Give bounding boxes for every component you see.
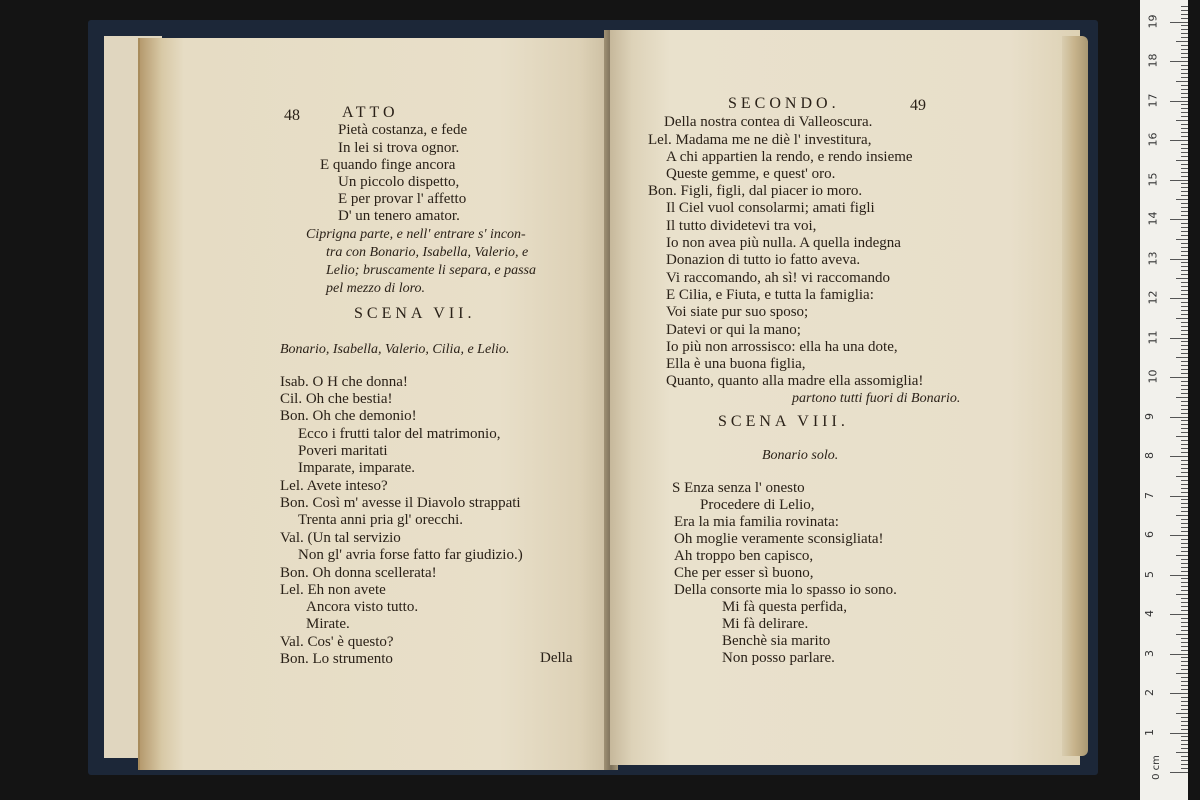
ruler-tick [1181,215,1188,216]
dialogue-line: Cil. Oh che bestia! [280,391,393,407]
ruler-tick [1181,77,1188,78]
running-head: SECONDO. [728,95,840,112]
ruler-number: 11 [1146,330,1160,344]
stage-direction: pel mezzo di loro. [326,281,426,296]
ruler-tick [1181,768,1188,769]
ruler-tick [1181,642,1188,643]
ruler-tick [1181,108,1188,109]
verse-line: Benchè sia marito [722,633,831,649]
ruler-tick [1181,661,1188,662]
ruler-tick [1181,183,1188,184]
ruler-tick [1181,341,1188,342]
ruler-tick [1181,345,1188,346]
ruler-tick [1170,61,1188,62]
ruler-tick [1181,539,1188,540]
ruler-tick [1181,602,1188,603]
character-list: Bonario solo. [762,448,839,463]
text-line: Io più non arrossisco: ella ha una dote, [666,339,898,355]
dialogue-line: Trenta anni pria gl' orecchi. [298,512,464,528]
ruler-tick [1181,302,1188,303]
ruler-tick [1181,551,1188,552]
ruler-tick [1181,578,1188,579]
ruler-tick [1181,251,1188,252]
ruler-tick [1181,507,1188,508]
ruler-tick [1181,373,1188,374]
ruler-number: 12 [1146,290,1160,305]
ruler-number: 2 [1143,689,1156,696]
ruler-tick [1181,420,1188,421]
ruler-tick [1181,590,1188,591]
verse-line: Mi fà questa perfida, [722,599,847,615]
ruler-number: 13 [1146,251,1160,265]
ruler-tick [1181,527,1188,528]
dialogue-line: Poveri maritati [298,443,388,459]
ruler-tick [1176,673,1188,674]
catchword: Della [540,650,573,666]
ruler-tick [1181,709,1188,710]
ruler-tick [1176,436,1188,437]
ruler-tick [1170,456,1188,457]
ruler-tick [1176,397,1188,398]
ruler-tick [1181,45,1188,46]
ruler-tick [1176,239,1188,240]
ruler-tick [1181,452,1188,453]
ruler-tick [1181,543,1188,544]
ruler-tick [1181,488,1188,489]
ruler-tick [1181,610,1188,611]
ruler-tick [1181,638,1188,639]
dialogue-line: Val. Cos' è questo? [280,634,394,650]
ruler-tick [1181,480,1188,481]
verse-line: Procedere di Lelio, [700,497,815,513]
ruler-tick [1181,586,1188,587]
verse-line: Della consorte mia lo spasso io sono. [674,582,897,598]
ruler-tick [1170,22,1188,23]
ruler-tick [1181,310,1188,311]
ruler-tick [1181,247,1188,248]
text-line: E Cilia, e Fiuta, e tutta la famiglia: [666,287,874,303]
ruler-tick [1170,219,1188,220]
ruler-tick [1181,531,1188,532]
ruler-tick [1181,207,1188,208]
character-list: Bonario, Isabella, Valerio, Cilia, e Lelio. [280,342,510,357]
ruler-tick [1176,555,1188,556]
ruler-tick [1181,559,1188,560]
ruler-tick [1170,180,1188,181]
ruler-tick [1181,29,1188,30]
ruler-tick [1181,571,1188,572]
ruler-number: 3 [1143,649,1156,657]
ruler-tick [1181,282,1188,283]
ruler-tick [1181,274,1188,275]
ruler-tick [1181,211,1188,212]
verse-line: Oh moglie veramente sconsigliata! [674,531,884,547]
text-line: Lel. Madama me ne diè l' investitura, [648,132,872,148]
ruler-tick [1176,81,1188,82]
ruler-tick [1181,764,1188,765]
ruler-number: 16 [1146,132,1160,147]
text-line: Il tutto dividetevi tra voi, [666,218,817,234]
ruler-tick [1181,116,1188,117]
ruler-tick [1181,203,1188,204]
ruler-tick [1181,365,1188,366]
ruler-tick [1181,65,1188,66]
text-line: Quanto, quanto alla madre ella assomiglia! [666,373,924,389]
ruler-number: 18 [1146,53,1160,68]
ruler-tick [1181,393,1188,394]
ruler-tick [1181,523,1188,524]
text-line: Queste gemme, e quest' oro. [666,166,836,182]
ruler-tick [1181,736,1188,737]
dialogue-line: Bon. Oh donna scellerata! [280,565,437,581]
ruler-tick [1170,496,1188,497]
ruler-tick [1181,685,1188,686]
ruler-tick [1181,630,1188,631]
page-number: 48 [284,107,300,124]
ruler-tick [1176,120,1188,121]
ruler-tick [1181,14,1188,15]
text-line: A chi appartien la rendo, e rendo insieme [666,149,913,165]
ruler-tick [1181,53,1188,54]
ruler-tick [1181,598,1188,599]
measurement-ruler [1140,0,1188,800]
ruler-number: 15 [1146,172,1160,186]
ruler-unit-label: 0 cm [1150,755,1162,780]
ruler-tick [1181,6,1188,7]
ruler-number: 5 [1143,570,1156,578]
ruler-tick [1170,654,1188,655]
ruler-tick [1181,563,1188,564]
ruler-tick [1181,650,1188,651]
text-line: Vi raccomando, ah sì! vi raccomando [666,270,891,286]
dialogue-line: Val. (Un tal servizio [280,530,401,546]
scene-heading: SCENA VII. [354,305,476,322]
ruler-tick [1170,338,1188,339]
ruler-tick [1181,511,1188,512]
ruler-tick [1181,401,1188,402]
ruler-tick [1176,713,1188,714]
text-line: Donazion di tutto io fatto aveva. [666,252,861,268]
right-page [610,30,1080,765]
ruler-tick [1181,227,1188,228]
text-line: E per provar l' affetto [338,191,467,207]
ruler-tick [1176,634,1188,635]
ruler-tick [1181,701,1188,702]
ruler-tick [1181,176,1188,177]
ruler-tick [1181,444,1188,445]
ruler-tick [1176,318,1188,319]
text-line: Datevi or qui la mano; [666,322,801,338]
ruler-number: 1 [1143,728,1156,736]
ruler-tick [1176,199,1188,200]
ruler-tick [1170,101,1188,102]
ruler-tick [1181,361,1188,362]
ruler-tick [1181,519,1188,520]
ruler-tick [1181,104,1188,105]
ruler-tick [1181,10,1188,11]
ruler-tick [1181,381,1188,382]
ruler-tick [1181,89,1188,90]
ruler-tick [1181,18,1188,19]
ruler-number: 19 [1146,14,1160,28]
dialogue-line: Bon. Così m' avesse il Diavolo strappati [280,495,521,511]
ruler-tick [1181,428,1188,429]
text-line: E quando finge ancora [320,157,456,173]
verse-line: Ah troppo ben capisco, [674,548,814,564]
ruler-number: 6 [1143,531,1156,538]
stage-direction: Ciprigna parte, e nell' entrare s' incon- [306,227,526,242]
dialogue-line: Lel. Avete inteso? [280,478,388,494]
ruler-number: 4 [1143,610,1156,617]
ruler-tick [1181,499,1188,500]
ruler-tick [1181,223,1188,224]
ruler-tick [1181,191,1188,192]
ruler-tick [1181,409,1188,410]
ruler-tick [1181,353,1188,354]
ruler-tick [1181,740,1188,741]
dialogue-line: Non gl' avria forse fatto far giudizio.) [298,547,523,563]
ruler-tick [1181,255,1188,256]
ruler-tick [1181,235,1188,236]
ruler-tick [1181,33,1188,34]
page-edge [1062,36,1088,756]
ruler-tick [1181,669,1188,670]
ruler-tick [1181,677,1188,678]
ruler-tick [1170,377,1188,378]
text-line: D' un tenero amator. [338,208,460,224]
ruler-tick [1181,124,1188,125]
ruler-tick [1181,547,1188,548]
ruler-tick [1181,748,1188,749]
ruler-tick [1181,266,1188,267]
ruler-tick [1181,144,1188,145]
dialogue-line: Imparate, imparate. [298,460,416,476]
ruler-tick [1181,136,1188,137]
text-line: Ella è una buona figlia, [666,356,806,372]
ruler-tick [1181,646,1188,647]
ruler-number: 9 [1143,412,1156,420]
dialogue-line: Ecco i frutti talor del matrimonio, [298,426,501,442]
verse-line: Mi fà delirare. [722,616,809,632]
dialogue-line: Lel. Eh non avete [280,582,386,598]
ruler-tick [1170,140,1188,141]
ruler-tick [1181,729,1188,730]
ruler-tick [1176,278,1188,279]
ruler-tick [1181,128,1188,129]
ruler-tick [1170,259,1188,260]
ruler-tick [1181,484,1188,485]
ruler-tick [1170,693,1188,694]
stage-direction: tra con Bonario, Isabella, Valerio, e [326,245,529,260]
ruler-tick [1181,681,1188,682]
ruler-tick [1181,472,1188,473]
ruler-tick [1181,756,1188,757]
ruler-tick [1176,160,1188,161]
ruler-tick [1181,413,1188,414]
ruler-tick [1181,73,1188,74]
ruler-tick [1181,37,1188,38]
ruler-tick [1181,389,1188,390]
ruler-tick [1181,326,1188,327]
ruler-tick [1181,148,1188,149]
running-head: ATTO [342,104,399,121]
ruler-number: 17 [1146,93,1160,107]
ruler-tick [1176,476,1188,477]
ruler-tick [1181,294,1188,295]
ruler-tick [1181,464,1188,465]
ruler-tick [1181,349,1188,350]
text-line: Il Ciel vuol consolarmi; amati figli [666,200,875,216]
ruler-tick [1181,306,1188,307]
ruler-tick [1181,270,1188,271]
text-line: In lei si trova ognor. [338,140,460,156]
ruler-tick [1181,132,1188,133]
ruler-tick [1181,97,1188,98]
ruler-tick [1181,503,1188,504]
ruler-tick [1176,752,1188,753]
ruler-tick [1181,85,1188,86]
dialogue-line: Isab. O H che donna! [280,374,408,390]
ruler-tick [1170,535,1188,536]
ruler-tick [1181,705,1188,706]
ruler-tick [1181,744,1188,745]
ruler-tick [1181,195,1188,196]
dialogue-line: Ancora visto tutto. [306,599,419,615]
ruler-tick [1170,417,1188,418]
ruler-tick [1176,357,1188,358]
stage-direction: partono tutti fuori di Bonario. [792,391,961,406]
text-line: Un piccolo dispetto, [338,174,460,190]
ruler-tick [1181,164,1188,165]
ruler-tick [1181,689,1188,690]
dialogue-line: Bon. Oh che demonio! [280,408,417,424]
ruler-tick [1181,492,1188,493]
ruler-tick [1181,582,1188,583]
ruler-tick [1181,25,1188,26]
ruler-tick [1181,57,1188,58]
verse-line: Era la mia familia rovinata: [674,514,839,530]
ruler-tick [1170,614,1188,615]
ruler-tick [1181,156,1188,157]
ruler-tick [1181,385,1188,386]
text-line: Pietà costanza, e fede [338,122,468,138]
ruler-tick [1181,262,1188,263]
dialogue-line: Mirate. [306,616,350,632]
ruler-tick [1181,243,1188,244]
ruler-tick [1181,567,1188,568]
dialogue-line: Bon. Lo strumento [280,651,393,667]
ruler-tick [1181,725,1188,726]
text-line: Della nostra contea di Valleoscura. [664,114,873,130]
ruler-tick [1181,290,1188,291]
ruler-tick [1181,49,1188,50]
ruler-tick [1181,286,1188,287]
ruler-tick [1181,369,1188,370]
ruler-number: 7 [1143,491,1156,499]
ruler-tick [1181,460,1188,461]
ruler-tick [1170,772,1188,773]
ruler-tick [1181,622,1188,623]
ruler-number: 8 [1143,452,1156,459]
ruler-tick [1181,172,1188,173]
stage-direction: Lelio; bruscamente li separa, e passa [326,263,536,278]
verse-line: Non posso parlare. [722,650,835,666]
ruler-tick [1181,626,1188,627]
text-line: Io non avea più nulla. A quella indegna [666,235,901,251]
ruler-tick [1181,448,1188,449]
ruler-tick [1181,187,1188,188]
ruler-tick [1181,93,1188,94]
ruler-tick [1181,322,1188,323]
ruler-tick [1181,314,1188,315]
ruler-tick [1181,231,1188,232]
ruler-tick [1176,41,1188,42]
ruler-tick [1181,697,1188,698]
ruler-tick [1181,334,1188,335]
ruler-tick [1181,440,1188,441]
ruler-tick [1181,717,1188,718]
verse-line: S Enza senza l' onesto [672,480,805,496]
ruler-tick [1181,618,1188,619]
ruler-tick [1181,152,1188,153]
ruler-tick [1170,733,1188,734]
ruler-tick [1170,298,1188,299]
verse-line: Che per esser sì buono, [674,565,814,581]
ruler-tick [1181,468,1188,469]
ruler-tick [1181,606,1188,607]
page-number: 49 [910,97,926,114]
ruler-tick [1181,330,1188,331]
ruler-tick [1181,657,1188,658]
text-line: Voi siate pur suo sposo; [666,304,809,320]
ruler-tick [1181,69,1188,70]
ruler-tick [1181,721,1188,722]
ruler-tick [1181,168,1188,169]
ruler-tick [1181,432,1188,433]
ruler-number: 14 [1146,211,1160,226]
ruler-tick [1181,665,1188,666]
ruler-tick [1181,112,1188,113]
ruler-tick [1170,575,1188,576]
ruler-tick [1181,405,1188,406]
left-page [140,38,612,770]
text-line: Bon. Figli, figli, dal piacer io moro. [648,183,863,199]
ruler-number: 10 [1146,369,1160,384]
scene-heading: SCENA VIII. [718,413,849,430]
ruler-tick [1176,594,1188,595]
ruler-tick [1176,515,1188,516]
ruler-tick [1181,424,1188,425]
ruler-tick [1181,760,1188,761]
